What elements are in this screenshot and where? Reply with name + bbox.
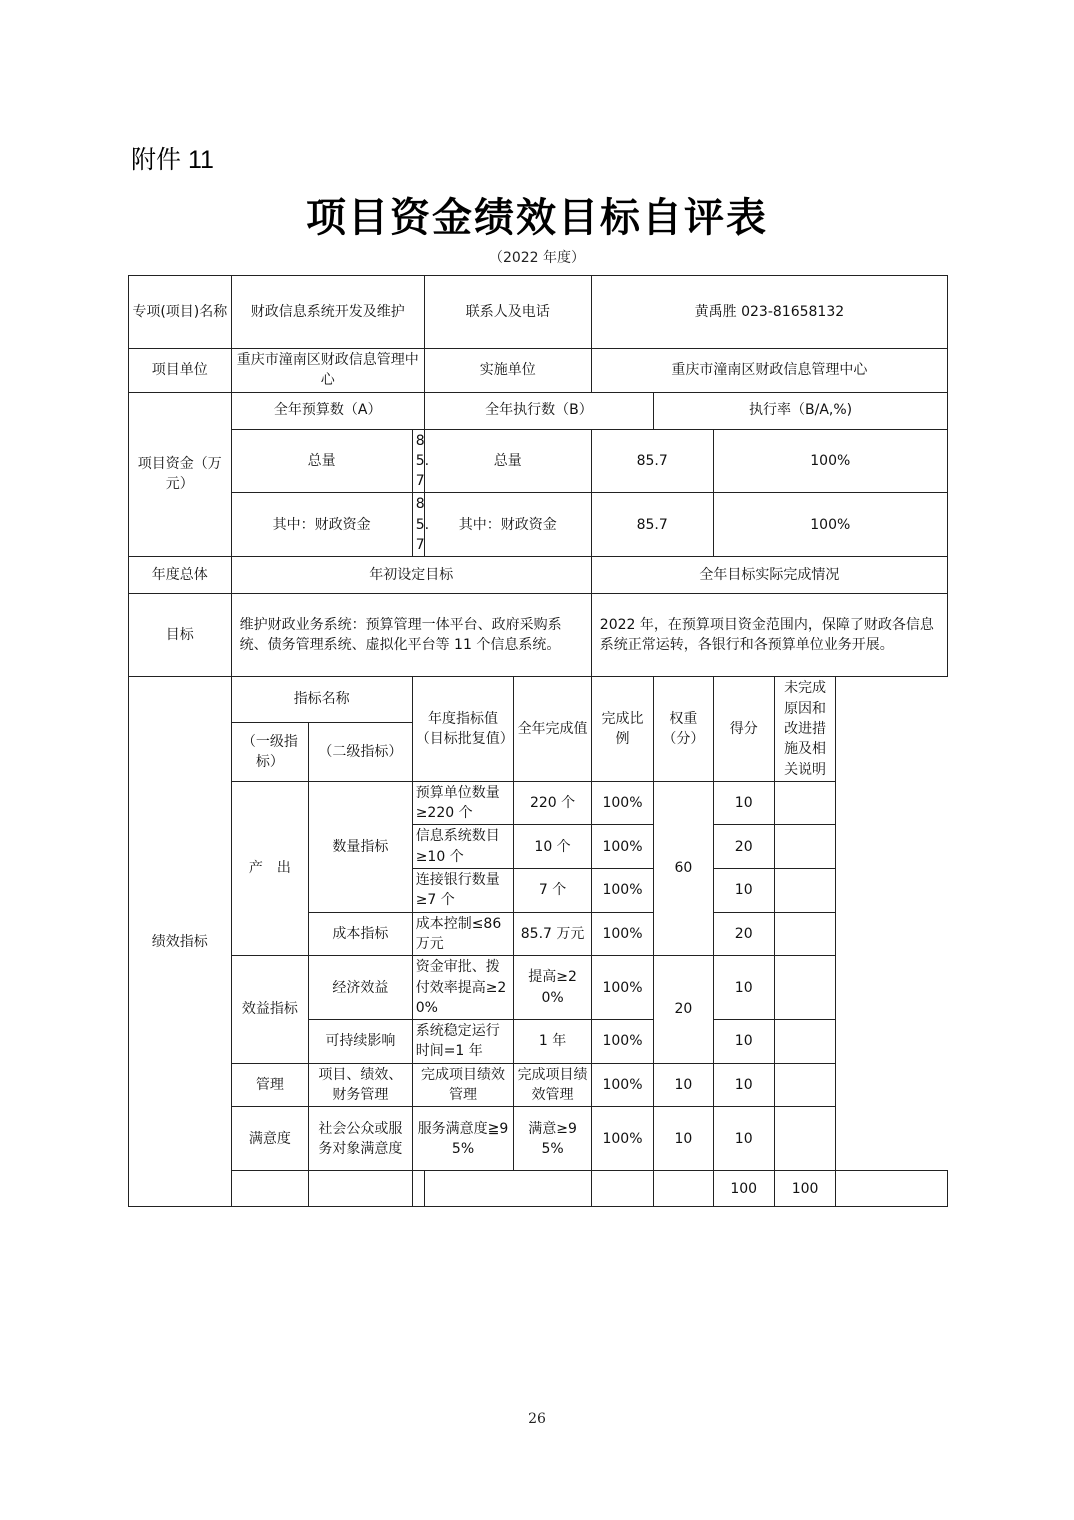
actual-text: 2022 年，在预算项目资金范围内，保障了财政各信息系统正常运转，各银行和各预算单位业务开展。 [591, 594, 947, 677]
group-satisfaction: 满意度 [231, 1107, 308, 1171]
totals-empty [654, 1171, 713, 1207]
indicator-target: 成本控制≤86 万元 [412, 912, 514, 956]
indicator-ratio: 100% [591, 1063, 653, 1107]
budget-header: 全年预算数（A） [231, 392, 424, 429]
indicator-target: 连接银行数量≥7 个 [412, 869, 514, 913]
total-rate-value: 100% [713, 429, 947, 493]
score-header: 得分 [713, 677, 774, 781]
indicator-target: 服务满意度≧95% [412, 1107, 514, 1171]
indicator-name-header: 指标名称 [231, 677, 412, 723]
impl-unit-label: 实施单位 [424, 349, 591, 393]
indicator-actual: 满意≥95% [514, 1107, 591, 1171]
fin-exec-label: 其中：财政资金 [424, 493, 591, 557]
totals-empty [836, 1171, 948, 1207]
weight-benefit: 20 [654, 956, 713, 1063]
funds-label: 项目资金（万元） [129, 392, 232, 557]
indicator-actual: 220 个 [514, 781, 591, 825]
attachment-label: 附件 11 [131, 146, 214, 174]
indicator-target: 系统稳定运行时间=1 年 [412, 1020, 514, 1064]
indicator-notes [774, 781, 835, 825]
rate-header: 执行率（B/A,%) [654, 392, 948, 429]
indicator-notes [774, 956, 835, 1020]
page-title: 项目资金绩效目标自评表 [306, 194, 768, 241]
project-name-label: 专项(项目)名称 [129, 276, 232, 349]
secondary-sustain: 可持续影响 [309, 1020, 413, 1064]
unit-value: 重庆市潼南区财政信息管理中心 [231, 349, 424, 393]
indicator-weight: 10 [654, 1107, 713, 1171]
evaluation-table [128, 275, 948, 1207]
indicator-actual: 7 个 [514, 869, 591, 913]
indicator-target: 预算单位数量≥220 个 [412, 781, 514, 825]
page-number: 26 [528, 1411, 546, 1427]
project-name-value: 财政信息系统开发及维护 [231, 276, 424, 349]
indicator-target: 信息系统数目≥10 个 [412, 825, 514, 869]
indicator-ratio: 100% [591, 912, 653, 956]
indicator-notes [774, 869, 835, 913]
total-weight: 100 [713, 1171, 774, 1207]
secondary-quantity: 数量指标 [309, 781, 413, 912]
indicator-ratio: 100% [591, 781, 653, 825]
indicator-actual: 完成项目绩效管理 [514, 1063, 591, 1107]
indicator-score: 10 [713, 1020, 774, 1064]
group-benefit: 效益指标 [231, 956, 308, 1063]
actual-header: 全年目标实际完成情况 [591, 557, 947, 594]
totals-empty [424, 1171, 591, 1207]
indicator-ratio: 100% [591, 1107, 653, 1171]
fin-exec-value: 85.7 [591, 493, 713, 557]
indicator-score: 10 [713, 869, 774, 913]
indicator-actual: 85.7 万元 [514, 912, 591, 956]
year-subtitle: （2022 年度） [488, 250, 586, 266]
indicator-weight: 10 [654, 1063, 713, 1107]
indicator-score: 20 [713, 912, 774, 956]
group-mgmt: 管理 [231, 1063, 308, 1107]
fin-rate-value: 100% [713, 493, 947, 557]
goal-label: 目标 [129, 594, 232, 677]
indicator-ratio: 100% [591, 869, 653, 913]
unit-label: 项目单位 [129, 349, 232, 393]
indicator-actual: 提高≥20% [514, 956, 591, 1020]
indicator-target: 资金审批、拨付效率提高≥20% [412, 956, 514, 1020]
exec-header: 全年执行数（B） [424, 392, 653, 429]
total-budget-label: 总量 [231, 429, 412, 493]
perf-label: 绩效指标 [129, 677, 232, 1207]
secondary-mgmt: 项目、绩效、财务管理 [309, 1063, 413, 1107]
totals-empty [591, 1171, 653, 1207]
level2-header: （二级指标） [309, 722, 413, 781]
indicator-notes [774, 1063, 835, 1107]
secondary-cost: 成本指标 [309, 912, 413, 956]
initial-target-header: 年初设定目标 [231, 557, 591, 594]
secondary-economic: 经济效益 [309, 956, 413, 1020]
secondary-satisfaction: 社会公众或服务对象满意度 [309, 1107, 413, 1171]
level1-header: （一级指标） [231, 722, 308, 781]
total-budget-value: 85.7 [412, 429, 424, 493]
indicator-score: 10 [713, 1107, 774, 1171]
totals-empty [309, 1171, 413, 1207]
total-exec-label: 总量 [424, 429, 591, 493]
indicator-score: 20 [713, 825, 774, 869]
fin-budget-value: 85.7 [412, 493, 424, 557]
contact-value: 黄禹胜 023-81658132 [591, 276, 947, 349]
weight-output: 60 [654, 781, 713, 955]
indicator-score: 10 [713, 781, 774, 825]
fin-budget-label: 其中：财政资金 [231, 493, 412, 557]
total-score: 100 [774, 1171, 835, 1207]
ratio-header: 完成比例 [591, 677, 653, 781]
total-exec-value: 85.7 [591, 429, 713, 493]
group-output: 产 出 [231, 781, 308, 955]
indicator-notes [774, 1020, 835, 1064]
totals-empty [412, 1171, 424, 1207]
initial-target-text: 维护财政业务系统：预算管理一体平台、政府采购系统、债务管理系统、虚拟化平台等 11 个信息系统。 [231, 594, 591, 677]
indicator-ratio: 100% [591, 825, 653, 869]
target-header: 年度指标值（目标批复值） [412, 677, 514, 781]
indicator-notes [774, 825, 835, 869]
indicator-score: 10 [713, 956, 774, 1020]
indicator-notes [774, 1107, 835, 1171]
notes-header: 未完成原因和改进措施及相关说明 [774, 677, 835, 781]
weight-header: 权重（分） [654, 677, 713, 781]
indicator-ratio: 100% [591, 1020, 653, 1064]
indicator-notes [774, 912, 835, 956]
indicator-actual: 10 个 [514, 825, 591, 869]
actual-value-header: 全年完成值 [514, 677, 591, 781]
annual-label: 年度总体 [129, 557, 232, 594]
impl-unit-value: 重庆市潼南区财政信息管理中心 [591, 349, 947, 393]
totals-empty [231, 1171, 308, 1207]
indicator-target: 完成项目绩效管理 [412, 1063, 514, 1107]
indicator-ratio: 100% [591, 956, 653, 1020]
contact-label: 联系人及电话 [424, 276, 591, 349]
indicator-score: 10 [713, 1063, 774, 1107]
indicator-actual: 1 年 [514, 1020, 591, 1064]
